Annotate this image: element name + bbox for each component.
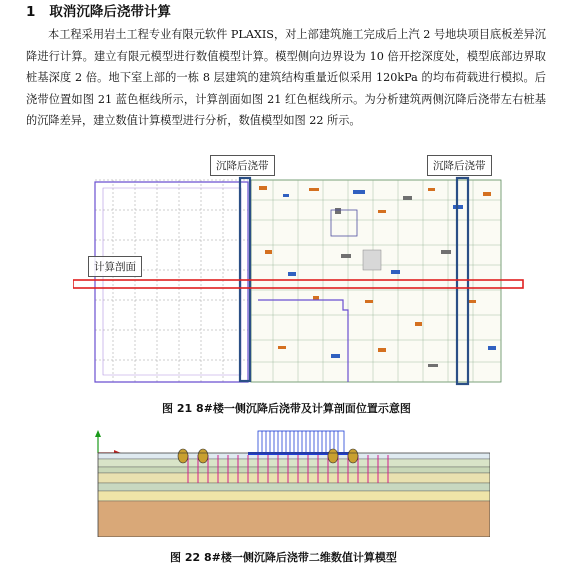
calculation-section-label: 计算剖面 bbox=[88, 256, 142, 277]
body-paragraph: 本工程采用岩土工程专业有限元软件 PLAXIS，对上部建筑施工完成后上汽 2 号地块项目底板差异沉降进行计算。建立有限元模型进行数值模型计算。模型侧向边界设为 10 倍开挖深度处，模型底部边界取桩基深度 2 倍。地下室上部的一栋 8 层建筑的建筑结构重量近似采用 120kPa 的均布荷载进行模拟。后浇带位置如图 21 蓝色框线所示，计算剖面如图 21 红色框线所示。为分析建筑两侧沉降后浇带左右桩基的沉降差异，建立数值计算模型进行分析，数值模型如图 22 所示。 bbox=[26, 28, 546, 127]
figure-22-caption: 图 22 8#楼一侧沉降后浇带二维数值计算模型 bbox=[170, 551, 397, 564]
figure-21-caption: 图 21 8#楼一侧沉降后浇带及计算剖面位置示意图 bbox=[162, 402, 411, 415]
soil-layer-2 bbox=[98, 473, 490, 483]
soil-layer-1 bbox=[98, 459, 490, 467]
section-heading bbox=[26, 0, 171, 20]
figure-22-model-drawing bbox=[88, 425, 490, 537]
section-number: 1 bbox=[26, 4, 36, 20]
settlement-band-label-right: 沉降后浇带 bbox=[427, 155, 492, 176]
axes-icon bbox=[95, 430, 121, 456]
pile-group bbox=[188, 455, 388, 483]
soil-layer-bottom bbox=[98, 501, 490, 537]
building-zone bbox=[251, 180, 501, 382]
section-title: 取消沉降后浇带计算 bbox=[49, 4, 171, 20]
settlement-band-label-left: 沉降后浇带 bbox=[210, 155, 275, 176]
